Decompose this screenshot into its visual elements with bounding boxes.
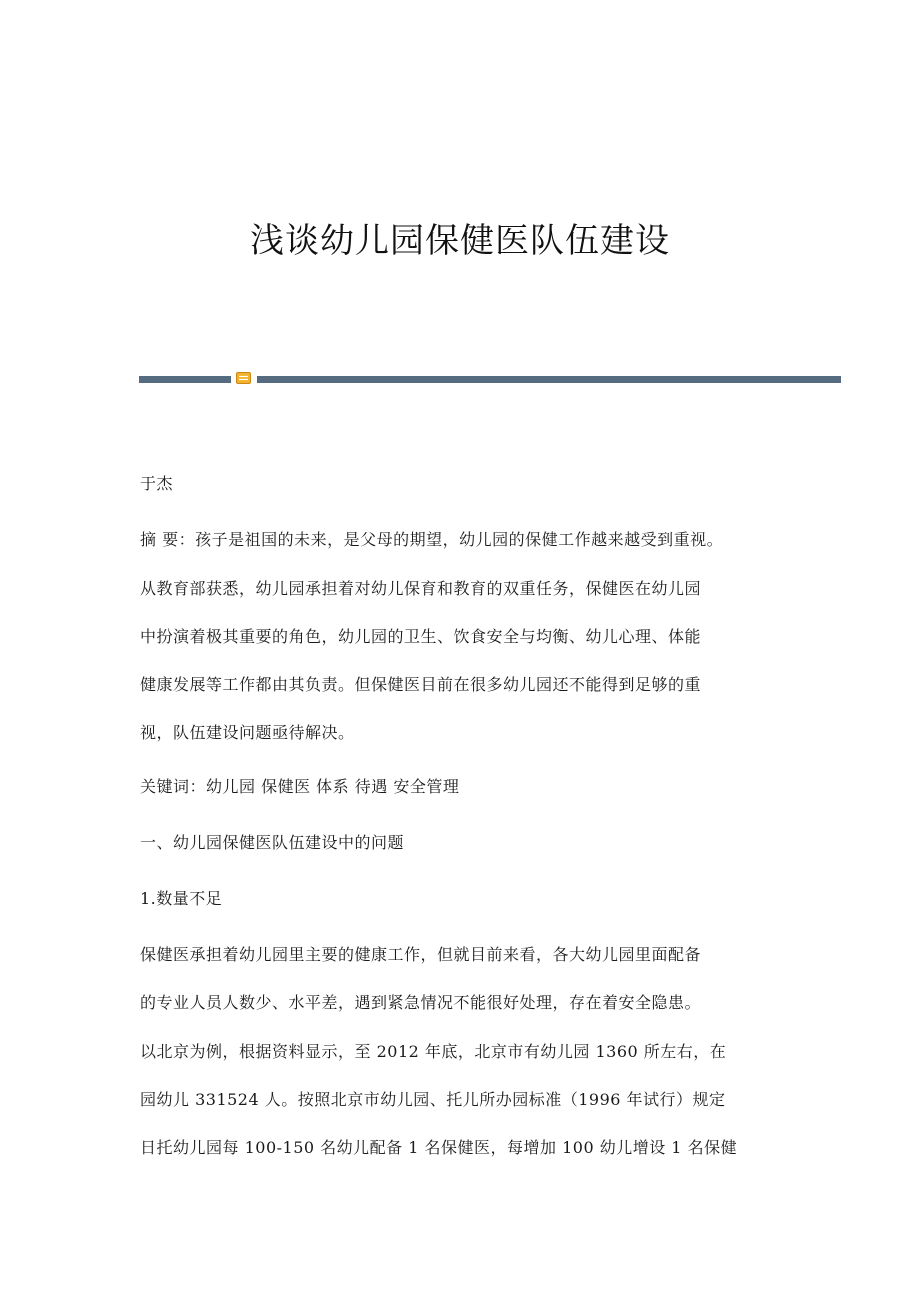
abstract-line: 从教育部获悉，幼儿园承担着对幼儿保育和教育的双重任务，保健医在幼儿园 [140,579,702,598]
divider-bar-left [139,376,231,383]
title-divider [139,372,841,386]
keywords-line: 关键词：幼儿园 保健医 体系 待遇 安全管理 [140,777,460,796]
subsection-heading: 1.数量不足 [140,889,223,908]
body-line: 保健医承担着幼儿园里主要的健康工作，但就目前来看，各大幼儿园里面配备 [140,945,702,964]
document-title: 浅谈幼儿园保健医队伍建设 [250,221,670,261]
section-heading: 一、幼儿园保健医队伍建设中的问题 [140,833,405,852]
envelope-badge-icon [236,372,251,384]
abstract-line: 摘 要：孩子是祖国的未来，是父母的期望，幼儿园的保健工作越来越受到重视。 [140,530,724,549]
body-line: 园幼儿 331524 人。按照北京市幼儿园、托儿所办园标准（1996 年试行）规定 [140,1090,726,1109]
abstract-line: 健康发展等工作都由其负责。但保健医目前在很多幼儿园还不能得到足够的重 [140,675,702,694]
abstract-line: 视，队伍建设问题亟待解决。 [140,723,355,742]
body-line: 日托幼儿园每 100-150 名幼儿配备 1 名保健医，每增加 100 幼儿增设 1 名保健 [140,1138,738,1157]
author-name: 于杰 [140,474,174,493]
divider-bar-right [257,376,841,383]
body-line: 的专业人员人数少、水平差，遇到紧急情况不能很好处理，存在着安全隐患。 [140,993,702,1012]
abstract-line: 中扮演着极其重要的角色，幼儿园的卫生、饮食安全与均衡、幼儿心理、体能 [140,627,702,646]
body-line: 以北京为例，根据资料显示，至 2012 年底，北京市有幼儿园 1360 所左右，在 [140,1042,727,1061]
